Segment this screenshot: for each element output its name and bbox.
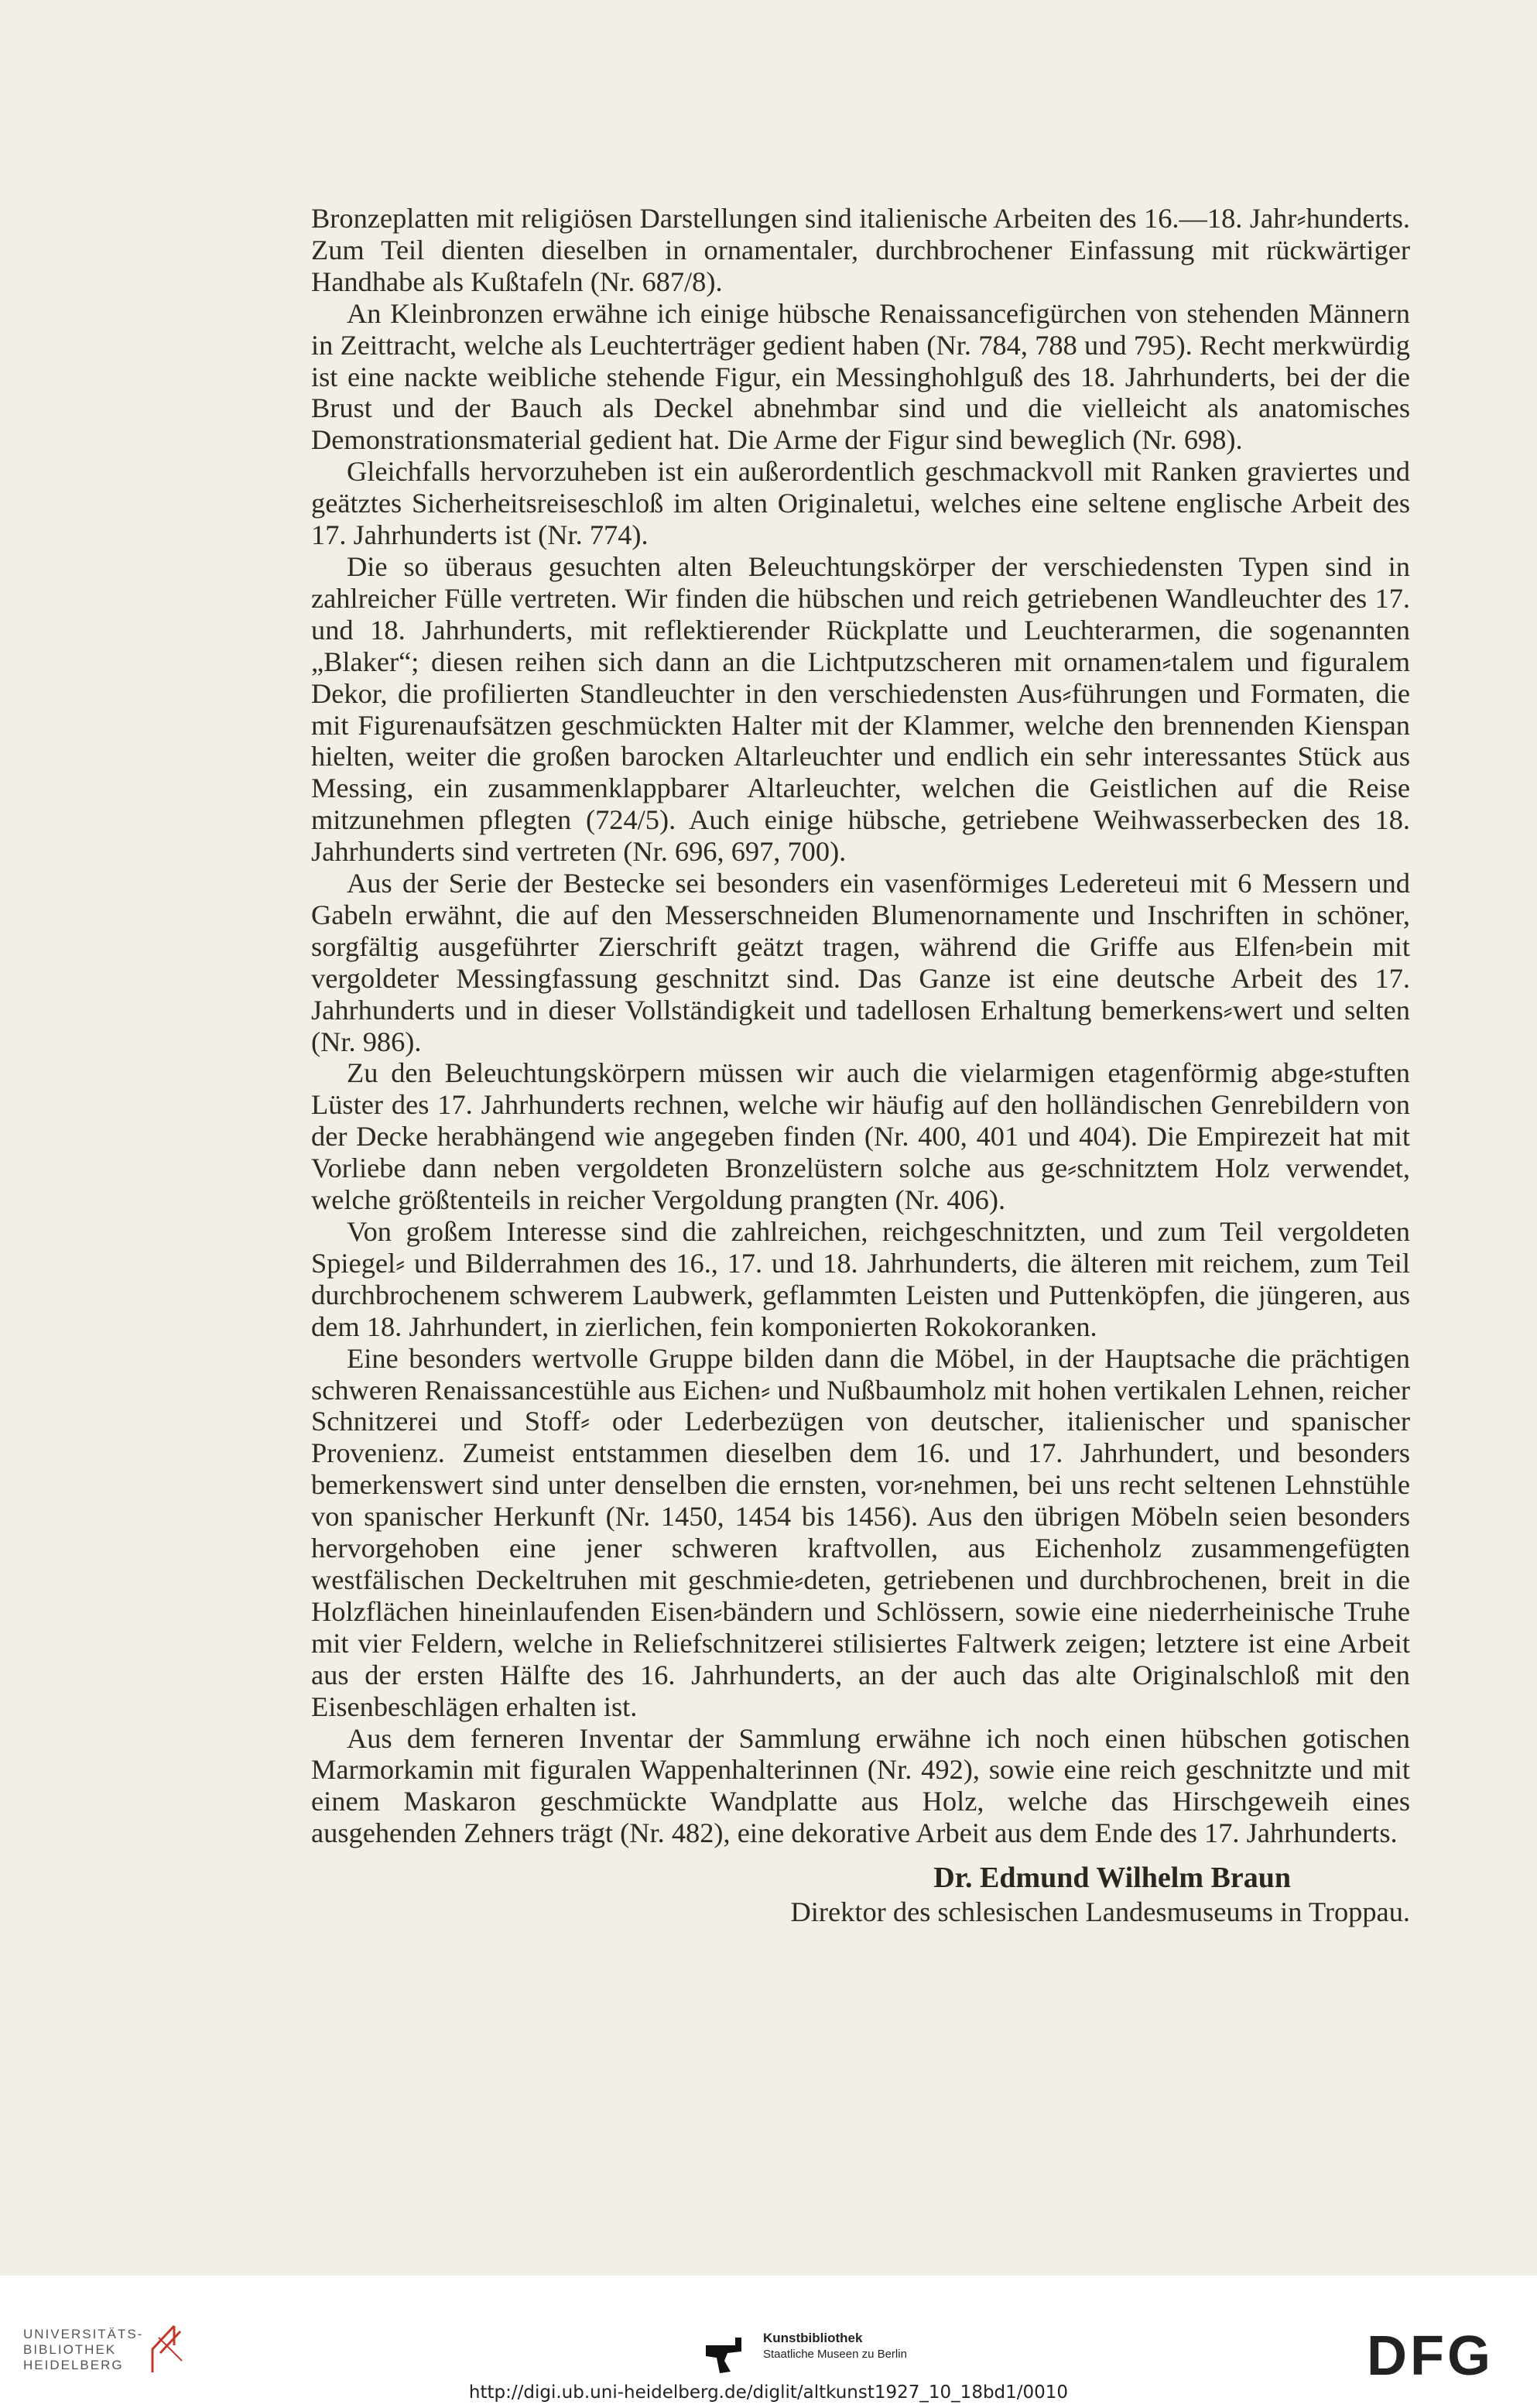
ub-heidelberg-logo[interactable]	[23, 2327, 143, 2373]
paragraph-3: Gleichfalls hervorzuheben ist ein außerordentlich geschmackvoll mit Ranken graviertes und geätztes Sicherheitsreiseschloß im alten Originaletui, welches eine seltene englische Arbeit des 17. Jahrhunderts ist (Nr. 774).	[311, 456, 1410, 551]
ub-logo-line-1: UNIVERSITÄTS-	[23, 2327, 144, 2341]
paragraph-4: Die so überaus gesuchten alten Beleuchtungskörper der verschiedensten Typen sind in zahlreicher Fülle vertreten. Wir finden die hübschen und reich getriebenen Wandleuchter des 17. und 18. Jahrhunderts, mit reflektierender Rückplatte und Leuchterarmen, die sogenannten „Blaker“; diesen reihen sich dann an die Lichtputzscheren mit ornamen⸗talem und figuralem Dekor, die profilierten Standleuchter in den verschiedensten Aus⸗führungen und Formaten, die mit Figurenaufsätzen geschmückten Halter mit der Klammer, welche den brennenden Kienspan hielten, weiter die großen barocken Altarleuchter und endlich ein sehr interessantes Stück aus Messing, ein zusammenklappbarer Altarleuchter, welchen die Geistlichen auf die Reise mitzunehmen pflegten (724/5). Auch einige hübsche, getriebene Weihwasserbecken des 18. Jahrhunderts sind vertreten (Nr. 696, 697, 700).	[311, 550, 1410, 868]
dfg-logo[interactable]: DFG	[1367, 2325, 1494, 2387]
article-text	[311, 203, 1410, 1928]
kunstbibliothek-name: Kunstbibliothek	[763, 2331, 863, 2345]
paragraph-5: Aus der Serie der Bestecke sei besonders ein vasenförmiges Ledereteui mit 6 Messern und Gabeln erwähnt, die auf den Messerschneiden Blumenornamente und Inschriften in schöner, sorgfältig ausgeführter Zierschrift geätzt tragen, während die Griffe aus Elfen⸗bein mit vergoldeter Messingfassung geschnitzt sind. Das Ganze ist eine deutsche Arbeit des 17. Jahrhunderts und in dieser Vollständigkeit und tadellosen Erhaltung bemerkens⸗wert und selten (Nr. 986).	[311, 868, 1410, 1057]
paragraph-6: Zu den Beleuchtungskörpern müssen wir auch die vielarmigen etagenförmig abge⸗stuften Lüster des 17. Jahrhunderts rechnen, welche wir häufig auf den holländischen Genrebildern von der Decke herabhängend wie angegeben finden (Nr. 400, 401 und 404). Die Empirezeit hat mit Vorliebe dann neben vergoldeten Bronzelüstern solche aus ge⸗schnitztem Holz verwendet, welche größtenteils in reicher Vergoldung prangten (Nr. 406).	[311, 1057, 1410, 1216]
permalink-url[interactable]: http://digi.ub.uni-heidelberg.de/diglit/altkunst1927_10_18bd1/0010	[468, 2382, 1069, 2403]
ub-heidelberg-mark-icon	[143, 2322, 190, 2376]
ub-logo-line-2: BIBLIOTHEK	[23, 2342, 117, 2357]
paragraph-2: An Kleinbronzen erwähne ich einige hübsche Renaissancefigürchen von stehenden Männern in Zeittracht, welche als Leuchterträger gedient haben (Nr. 784, 788 und 795). Recht merkwürdig ist eine nackte weibliche stehende Figur, ein Messinghohlguß des 18. Jahrhunderts, bei der die Brust und der Bauch als Deckel abnehmbar sind und die vielleicht als anatomisches Demonstrationsmaterial gedient hat. Die Arme der Figur sind beweglich (Nr. 698).	[311, 297, 1410, 456]
kunstbibliothek-bird-icon	[704, 2338, 754, 2375]
paragraph-9: Aus dem ferneren Inventar der Sammlung erwähne ich noch einen hübschen gotischen Marmorkamin mit figuralen Wappenhalterinnen (Nr. 492), sowie eine reich geschnitzte und mit einem Maskaron geschmückte Wandplatte aus Holz, welche das Hirschgeweih eines ausgehenden Zehners trägt (Nr. 482), eine dekorative Arbeit aus dem Ende des 17. Jahrhunderts.	[311, 1722, 1410, 1849]
author-title: Direktor des schlesischen Landesmuseums in Troppau.	[790, 1896, 1410, 1928]
author-signature: Dr. Edmund Wilhelm Braun	[933, 1862, 1291, 1895]
paragraph-7: Von großem Interesse sind die zahlreichen, reichgeschnitzten, und zum Teil vergoldeten Spiegel⸗ und Bilderrahmen des 16., 17. und 18. Jahrhunderts, die älteren mit reichem, zum Teil durchbrochenem schwerem Laubwerk, geflammten Leisten und Puttenköpfen, die jüngeren, aus dem 18. Jahrhundert, in zierlichen, fein komponierten Rokokoranken.	[311, 1216, 1410, 1342]
kunstbibliothek-subtitle: Staatliche Museen zu Berlin	[763, 2348, 907, 2361]
ub-logo-line-3: HEIDELBERG	[23, 2358, 124, 2372]
kunstbibliothek-logo[interactable]	[763, 2330, 907, 2362]
paragraph-8: Eine besonders wertvolle Gruppe bilden dann die Möbel, in der Hauptsache die prächtigen schweren Renaissancestühle aus Eichen⸗ und Nußbaumholz mit hohen vertikalen Lehnen, reicher Schnitzerei und Stoff⸗ oder Lederbezügen von deutscher, italienischer und spanischer Provenienz. Zumeist entstammen dieselben dem 16. und 17. Jahrhundert, und besonders bemerkenswert sind unter denselben die ernsten, vor⸗nehmen, bei uns recht seltenen Lehnstühle von spanischer Herkunft (Nr. 1450, 1454 bis 1456). Aus den übrigen Möbeln seien besonders hervorgehoben eine jener schweren kraftvollen, aus Eichenholz zusammengefügten westfälischen Deckeltruhen mit geschmie⸗deten, getriebenen und durchbrochenen, breit in die Holzflächen hineinlaufenden Eisen⸗bändern und Schlössern, sowie eine niederrheinische Truhe mit vier Feldern, welche in Reliefschnitzerei stilisiertes Faltwerk zeigen; letztere ist eine Arbeit aus der ersten Hälfte des 16. Jahrhunderts, an der auch das alte Originalschloß mit den Eisenbeschlägen erhalten ist.	[311, 1342, 1410, 1722]
paragraph-1: Bronzeplatten mit religiösen Darstellungen sind italienische Arbeiten des 16.—18. Jahr⸗hunderts. Zum Teil dienten dieselben in ornamentaler, durchbrochener Einfassung mit rückwärtiger Handhabe als Kußtafeln (Nr. 687/8).	[311, 203, 1410, 297]
